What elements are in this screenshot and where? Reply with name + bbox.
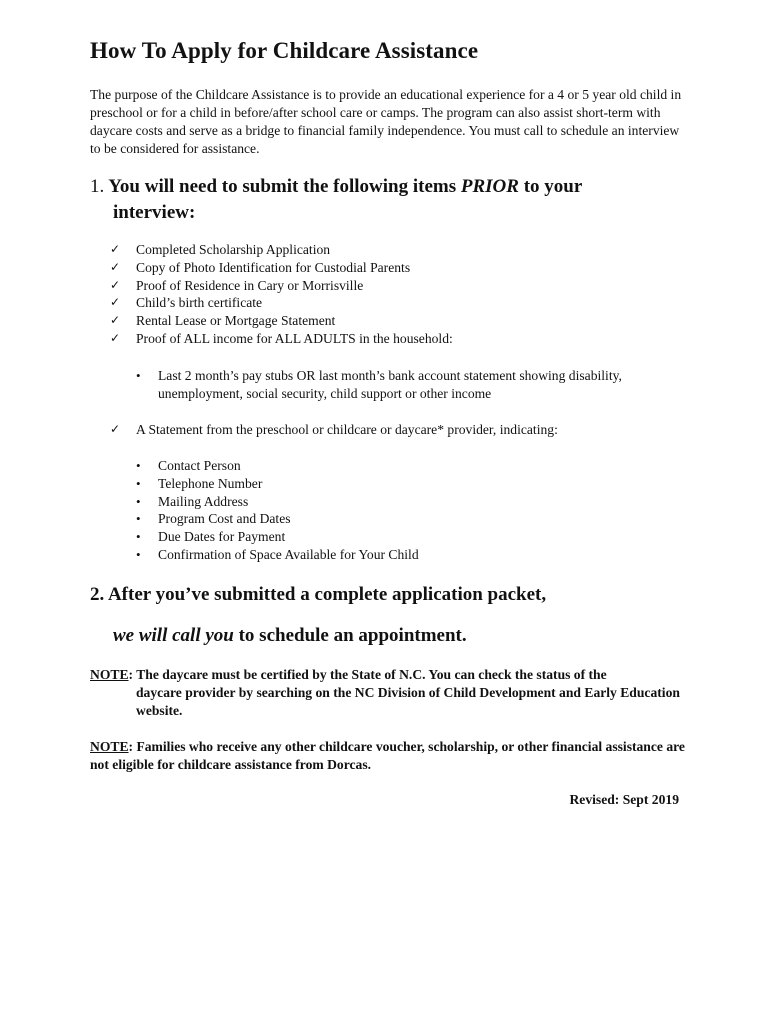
step-1-emphasis: PRIOR <box>460 176 519 197</box>
step-2-subheading <box>113 623 467 649</box>
income-details-list <box>134 367 684 403</box>
step-1-text-before: You will need to submit the following items <box>108 176 461 197</box>
checklist-item: ✓ Proof of Residence in Cary or Morrisville <box>110 277 453 295</box>
checklist-item: ✓ Copy of Photo Identification for Custodial Parents <box>110 259 453 277</box>
page-title: How To Apply for Childcare Assistance <box>90 38 479 63</box>
required-items-checklist <box>110 241 453 348</box>
note-label: NOTE <box>90 739 129 754</box>
step-2-emphasis: we will call you <box>113 625 234 646</box>
revision-date: Revised: Sept 2019 <box>569 792 679 807</box>
list-item: • Due Dates for Payment <box>134 528 419 546</box>
checklist-item: ✓ Rental Lease or Mortgage Statement <box>110 312 453 330</box>
list-item: • Contact Person <box>134 457 419 475</box>
step-1-number: 1. <box>90 176 105 197</box>
list-item: • Mailing Address <box>134 493 419 511</box>
checklist-item: ✓ Completed Scholarship Application <box>110 241 453 259</box>
step-2-heading: 2. After you’ve submitted a complete application packet, <box>90 584 547 605</box>
list-item: • Program Cost and Dates <box>134 510 419 528</box>
list-item: • Confirmation of Space Available for Your Child <box>134 546 419 564</box>
step-2-rest: to schedule an appointment. <box>233 625 467 646</box>
checklist-item: ✓ A Statement from the preschool or childcare or daycare* provider, indicating: <box>110 421 558 439</box>
note-text: : Families who receive any other childcare voucher, scholarship, or other financial assistance are not eligible for childcare assistance from Dorcas. <box>90 739 685 772</box>
step-1-text-after: to your <box>518 176 583 197</box>
intro-paragraph: The purpose of the Childcare Assistance is to provide an educational experience for a 4 or 5 year old child in preschool or for a child in before/after school care or camps. The program can also assist short-term with daycare costs and serve as a bridge to financial family independence. You must call to schedule an interview to be considered for assistance. <box>90 87 682 156</box>
note-label: NOTE <box>90 667 129 682</box>
step-1-heading <box>90 174 582 226</box>
note-continuation: daycare provider by searching on the NC Division of Child Development and Early Education website. <box>136 685 680 718</box>
note-first-line: : The daycare must be certified by the State of N.C. You can check the status of the <box>128 667 607 682</box>
eligibility-note <box>90 738 690 774</box>
step-1-line2: interview: <box>113 202 196 223</box>
statement-checklist <box>110 421 558 439</box>
certification-note <box>90 666 690 720</box>
checklist-item: ✓ Child’s birth certificate <box>110 294 453 312</box>
checklist-item: ✓ Proof of ALL income for ALL ADULTS in the household: <box>110 330 453 348</box>
list-item: • Last 2 month’s pay stubs OR last month’s bank account statement showing disability, unemployment, social security, child support or other income <box>134 367 684 403</box>
list-item: • Telephone Number <box>134 475 419 493</box>
statement-details-list <box>134 457 419 564</box>
